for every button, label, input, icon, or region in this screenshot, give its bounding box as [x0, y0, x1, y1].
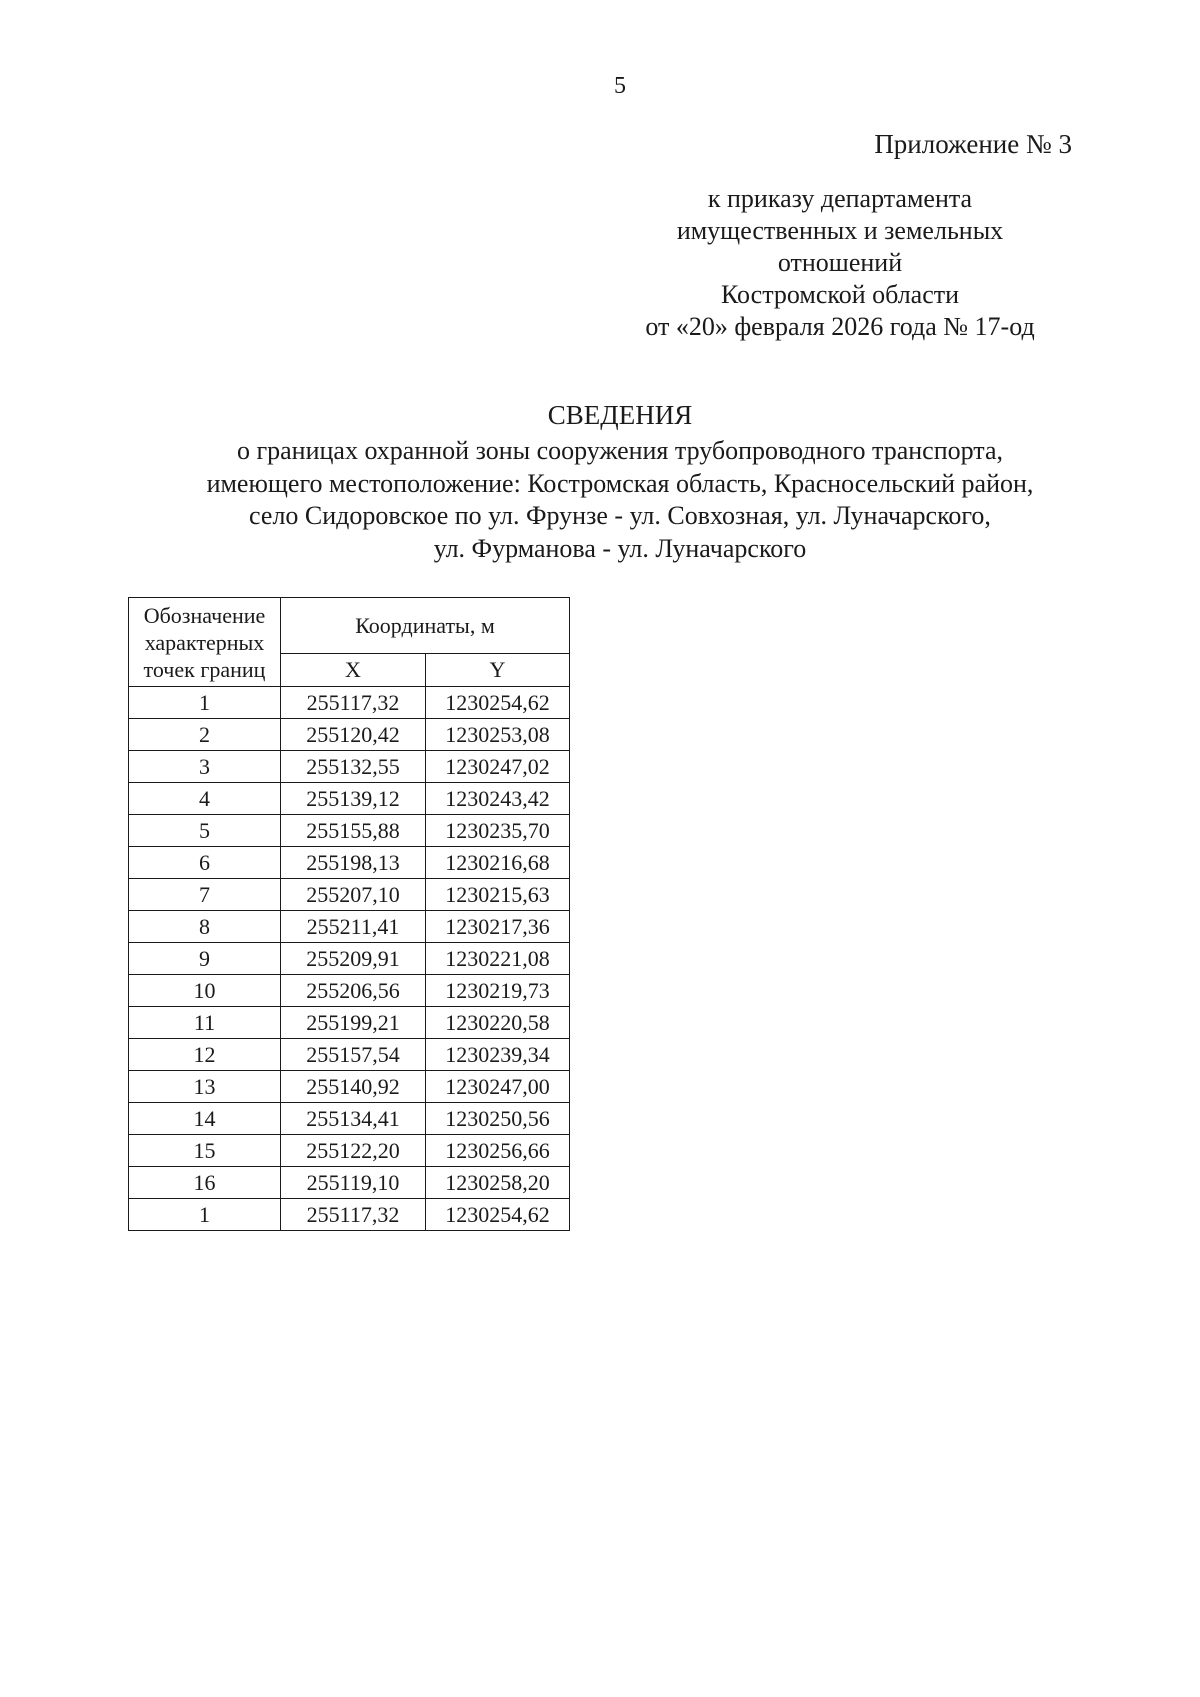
y-coordinate-cell: 1230239,34 [426, 1039, 570, 1071]
order-reference-line: от «20» февраля 2026 года № 17-од [645, 312, 1035, 341]
y-coordinate-cell: 1230247,00 [426, 1071, 570, 1103]
x-coordinate-cell: 255139,12 [281, 783, 426, 815]
table-row [129, 975, 570, 1007]
table-row [129, 911, 570, 943]
x-coordinate-cell: 255207,10 [281, 879, 426, 911]
y-coordinate-cell: 1230219,73 [426, 975, 570, 1007]
y-coordinate-cell: 1230254,62 [426, 1199, 570, 1231]
order-reference-line: к приказу департамента [707, 184, 973, 213]
point-cell: 3 [129, 751, 281, 783]
x-coordinate-cell: 255155,88 [281, 815, 426, 847]
y-coordinate-cell: 1230243,42 [426, 783, 570, 815]
y-coordinate-cell: 1230254,62 [426, 687, 570, 719]
point-cell: 8 [129, 911, 281, 943]
subtitle-line: имеющего местоположение: Костромская область, Красносельский район, [206, 468, 1034, 498]
document-subtitle [0, 435, 1200, 565]
x-coordinate-cell: 255134,41 [281, 1103, 426, 1135]
header-y: Y [426, 654, 570, 687]
table-row [129, 1135, 570, 1167]
x-coordinate-cell: 255117,32 [281, 687, 426, 719]
header-point-line: Обозначение [143, 602, 266, 628]
table-row [129, 687, 570, 719]
x-coordinate-cell: 255206,56 [281, 975, 426, 1007]
table-row [129, 943, 570, 975]
point-cell: 4 [129, 783, 281, 815]
point-cell: 12 [129, 1039, 281, 1071]
header-point-designation [129, 598, 281, 687]
header-coordinates: Координаты, м [281, 598, 570, 654]
point-cell: 13 [129, 1071, 281, 1103]
point-cell: 1 [129, 687, 281, 719]
y-coordinate-cell: 1230258,20 [426, 1167, 570, 1199]
y-coordinate-cell: 1230216,68 [426, 847, 570, 879]
point-cell: 7 [129, 879, 281, 911]
x-coordinate-cell: 255211,41 [281, 911, 426, 943]
table-row [129, 847, 570, 879]
y-coordinate-cell: 1230220,58 [426, 1007, 570, 1039]
x-coordinate-cell: 255198,13 [281, 847, 426, 879]
point-cell: 1 [129, 1199, 281, 1231]
coordinates-table [128, 597, 570, 1231]
point-cell: 11 [129, 1007, 281, 1039]
y-coordinate-cell: 1230217,36 [426, 911, 570, 943]
order-reference-line: имущественных и земельных [676, 216, 1004, 245]
table-row [129, 1039, 570, 1071]
x-coordinate-cell: 255117,32 [281, 1199, 426, 1231]
y-coordinate-cell: 1230247,02 [426, 751, 570, 783]
table-row [129, 1007, 570, 1039]
point-cell: 2 [129, 719, 281, 751]
x-coordinate-cell: 255157,54 [281, 1039, 426, 1071]
table-row [129, 1199, 570, 1231]
header-point-line: точек границ [143, 656, 266, 682]
y-coordinate-cell: 1230250,56 [426, 1103, 570, 1135]
coordinates-table-body [129, 687, 570, 1231]
table-row [129, 1071, 570, 1103]
x-coordinate-cell: 255122,20 [281, 1135, 426, 1167]
y-coordinate-cell: 1230235,70 [426, 815, 570, 847]
page-number: 5 [614, 73, 626, 99]
header-x: X [281, 654, 426, 687]
x-coordinate-cell: 255132,55 [281, 751, 426, 783]
order-reference-line: Костромской области [720, 280, 960, 309]
x-coordinate-cell: 255199,21 [281, 1007, 426, 1039]
table-row [129, 815, 570, 847]
point-cell: 16 [129, 1167, 281, 1199]
subtitle-line: о границах охранной зоны сооружения трубопроводного транспорта, [236, 436, 1004, 465]
table-row [129, 751, 570, 783]
header-point-line: характерных [144, 629, 265, 655]
table-row [129, 1103, 570, 1135]
y-coordinate-cell: 1230253,08 [426, 719, 570, 751]
point-cell: 9 [129, 943, 281, 975]
point-cell: 5 [129, 815, 281, 847]
x-coordinate-cell: 255140,92 [281, 1071, 426, 1103]
table-row [129, 1167, 570, 1199]
document-title: СВЕДЕНИЯ [547, 400, 693, 430]
appendix-label: Приложение № 3 [874, 129, 1072, 159]
y-coordinate-cell: 1230221,08 [426, 943, 570, 975]
y-coordinate-cell: 1230215,63 [426, 879, 570, 911]
y-coordinate-cell: 1230256,66 [426, 1135, 570, 1167]
table-row [129, 879, 570, 911]
point-cell: 6 [129, 847, 281, 879]
point-cell: 14 [129, 1103, 281, 1135]
x-coordinate-cell: 255120,42 [281, 719, 426, 751]
subtitle-line: ул. Фурманова - ул. Луначарского [433, 533, 807, 563]
point-cell: 15 [129, 1135, 281, 1167]
subtitle-line: село Сидоровское по ул. Фрунзе - ул. Совхозная, ул. Луначарского, [249, 501, 991, 530]
x-coordinate-cell: 255209,91 [281, 943, 426, 975]
x-coordinate-cell: 255119,10 [281, 1167, 426, 1199]
order-reference-line: отношений [777, 248, 903, 277]
order-reference [600, 183, 1080, 343]
table-row [129, 783, 570, 815]
point-cell: 10 [129, 975, 281, 1007]
table-row [129, 719, 570, 751]
